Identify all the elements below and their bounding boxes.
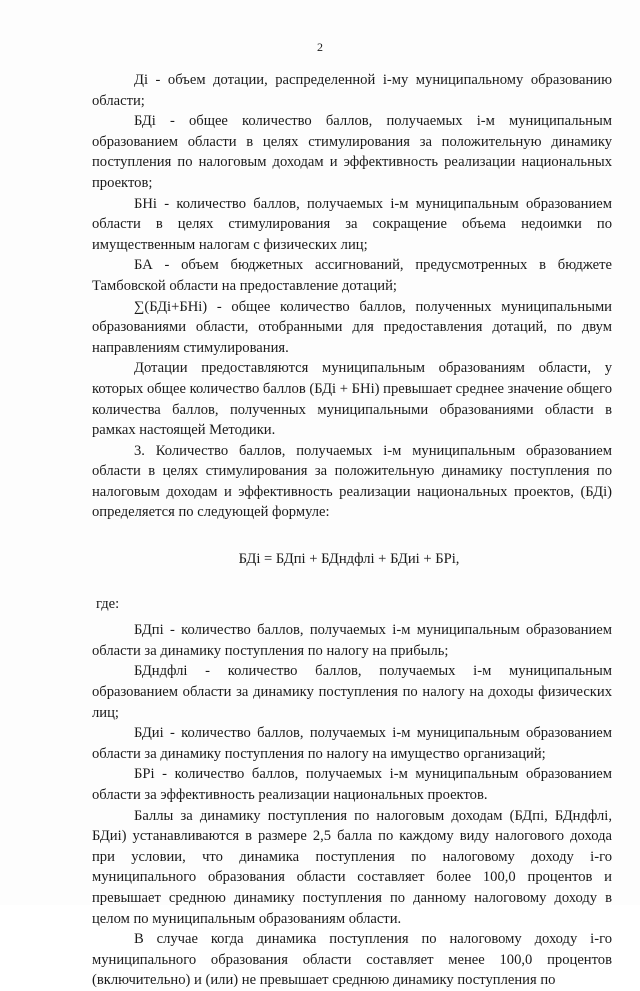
- where-label: где:: [96, 595, 120, 612]
- paragraph-ba-definition: БА - объем бюджетных ассигнований, предусмотренных в бюджете Тамбовской области на предоставление дотаций;: [92, 257, 612, 294]
- paragraph-bdi-definition: БДi - общее количество баллов, получаемых i-м муниципальным образованием области в целях стимулирования за положительную динамику поступления по налоговым доходам и эффективность реализации национальных проектов;: [92, 113, 612, 191]
- paragraph-exception-case: В случае когда динамика поступления по налоговому доходу i-го муниципального образования области составляет менее 100,0 процентов (включительно) и (или) не превышает среднюю динамику поступления по: [92, 931, 612, 989]
- paragraph-sum-definition: ∑(БДi+БНi) - общее количество баллов, полученных муниципальными образованиями области, отобранными для предоставления дотаций, по двум направлениям стимулирования.: [92, 298, 612, 356]
- formula: БДi = БДпi + БДндфлi + БДиi + БРi,: [238, 551, 460, 568]
- paragraph-bdpi-definition: БДпi - количество баллов, получаемых i-м муниципальным образованием области за динамику поступления по налогу на прибыль;: [92, 622, 612, 659]
- paragraph-points-rule: Баллы за динамику поступления по налоговым доходам (БДпi, БДндфлi, БДиi) устанавливаются в размере 2,5 балла по каждому виду налогового дохода при условии, что динамика поступления по налоговому доходу i-го муниципального образования области составляет более 100,0 процентов и превышает среднюю динамику поступления по данному налоговому доходу в целом по муниципальным образованиям области.: [92, 807, 612, 927]
- page-number: 2: [317, 40, 323, 54]
- paragraph-subsidy-condition: Дотации предоставляются муниципальным образованиям области, у которых общее количество баллов (БДi + БНi) превышает среднее значение общего количества баллов, полученных муниципальными образованиями области в рамках настоящей Методики.: [92, 360, 612, 439]
- paragraph-section-3: 3. Количество баллов, получаемых i-м муниципальным образованием области в целях стимулирования за положительную динамику поступления по налоговым доходам и эффективность реализации национальных проектов, (БДi) определяется по следующей формуле:: [92, 442, 612, 521]
- paragraph-bni-definition: БНi - количество баллов, получаемых i-м муниципальным образованием области в целях стимулирования за сокращение объема недоимки по имущественным налогам с физических лиц;: [92, 195, 612, 253]
- paragraph-bdii-definition: БДиi - количество баллов, получаемых i-м муниципальным образованием области за динамику поступления по налогу на имущество организаций;: [92, 725, 612, 762]
- paragraph-bdndfli-definition: БДндфлi - количество баллов, получаемых i-м муниципальным образованием области за динамику поступления по налогу на доходы физических лиц;: [92, 663, 612, 721]
- paragraph-di-definition: Дi - объем дотации, распределенной i-му муниципальному образованию области;: [92, 72, 612, 109]
- paragraph-bri-definition: БРi - количество баллов, получаемых i-м муниципальным образованием области за эффективность реализации национальных проектов.: [92, 766, 612, 803]
- document-body: [92, 70, 612, 991]
